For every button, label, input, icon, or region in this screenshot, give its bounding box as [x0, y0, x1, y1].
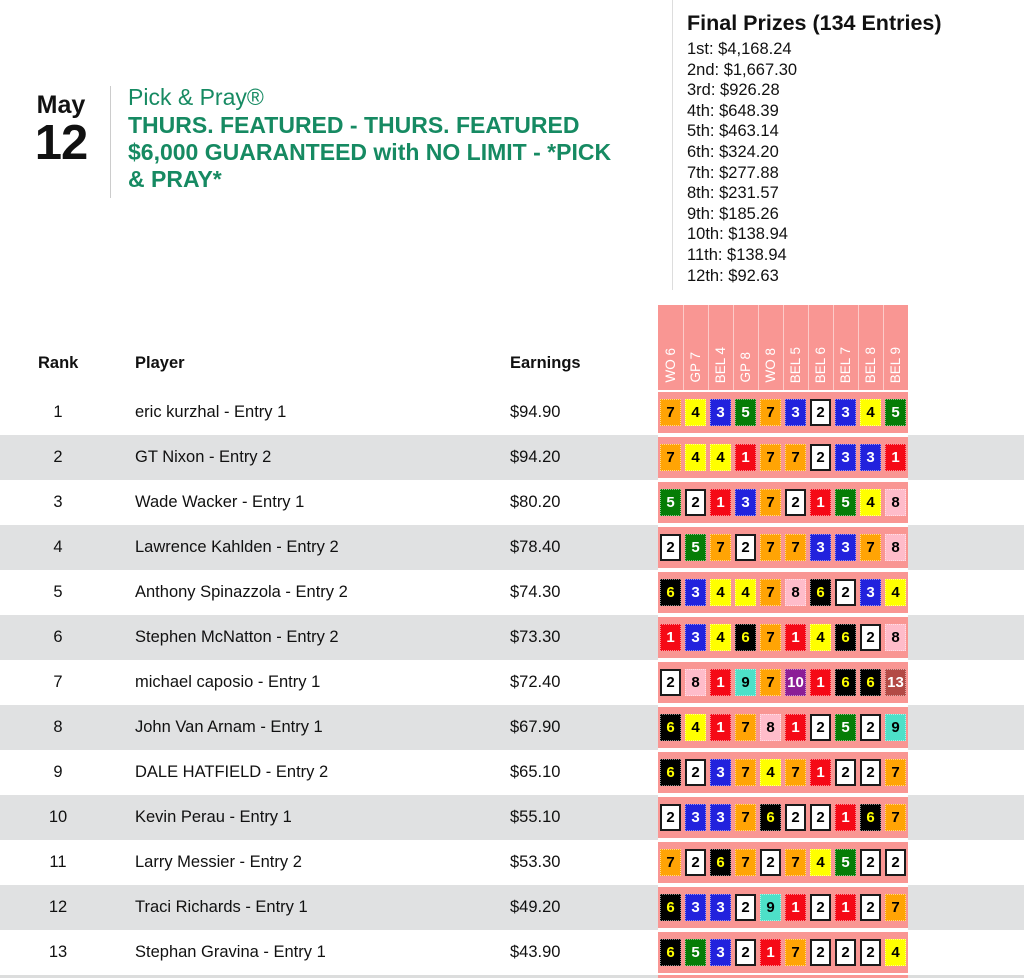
pick-cell: 7	[760, 399, 781, 426]
pick-cell: 2	[785, 804, 806, 831]
leaderboard-row	[0, 885, 1024, 930]
prize-item: 1st: $4,168.24	[687, 40, 792, 58]
pick-cell: 1	[785, 624, 806, 651]
picks-cell	[658, 930, 908, 975]
earnings-cell: $94.20	[510, 448, 561, 466]
rank-cell: 5	[53, 583, 63, 601]
pick-cell: 1	[835, 894, 856, 921]
prize-list	[687, 39, 1024, 286]
player-cell: Larry Messier - Entry 2	[135, 853, 302, 871]
rank-cell: 1	[53, 403, 63, 421]
pick-cell: 2	[810, 714, 831, 741]
player-cell: Lawrence Kahlden - Entry 2	[135, 538, 339, 556]
pick-cell: 2	[735, 894, 756, 921]
player-cell: michael caposio - Entry 1	[135, 673, 321, 691]
rank-cell: 7	[53, 673, 63, 691]
pick-cell: 1	[810, 489, 831, 516]
leaderboard-row	[0, 840, 1024, 885]
pick-cell: 4	[685, 444, 706, 471]
pick-cell: 2	[660, 534, 681, 561]
column-header-player: Player	[135, 354, 185, 372]
pick-cell: 3	[860, 444, 881, 471]
picks-cell	[658, 840, 908, 885]
track-column-header	[658, 305, 683, 390]
pick-cell: 6	[660, 759, 681, 786]
earnings-cell: $94.90	[510, 403, 561, 421]
pick-cell: 7	[735, 759, 756, 786]
pick-cell: 4	[710, 624, 731, 651]
pick-cell: 2	[810, 444, 831, 471]
event-date-day: 12	[34, 116, 88, 170]
pick-cell: 4	[710, 579, 731, 606]
event-subtitle: Pick & Pray®	[128, 84, 264, 110]
player-cell: Stephan Gravina - Entry 1	[135, 943, 326, 961]
pick-cell: 2	[685, 849, 706, 876]
leaderboard-row	[0, 705, 1024, 750]
player-cell: Stephen McNatton - Entry 2	[135, 628, 339, 646]
leaderboard-row	[0, 525, 1024, 570]
pick-cell: 7	[885, 804, 906, 831]
leaderboard-row	[0, 615, 1024, 660]
pick-cell: 1	[810, 759, 831, 786]
prize-item: 10th: $138.94	[687, 225, 788, 244]
pick-cell: 9	[760, 894, 781, 921]
pick-cell: 10	[785, 669, 806, 696]
prize-item: 9th: $185.26	[687, 204, 779, 223]
pick-cell: 4	[885, 579, 906, 606]
prize-item: 4th: $648.39	[687, 101, 779, 120]
leaderboard-column-headers	[0, 354, 658, 374]
pick-cell: 4	[810, 849, 831, 876]
earnings-cell: $53.30	[510, 853, 561, 871]
pick-cell: 1	[785, 714, 806, 741]
pick-cell: 4	[710, 444, 731, 471]
pick-cell: 2	[860, 894, 881, 921]
earnings-cell: $43.90	[510, 943, 561, 961]
leaderboard-row	[0, 750, 1024, 795]
pick-cell: 9	[885, 714, 906, 741]
pick-cell: 2	[735, 534, 756, 561]
pick-cell: 2	[760, 849, 781, 876]
pick-cell: 5	[835, 849, 856, 876]
pick-cell: 3	[860, 579, 881, 606]
track-column-header	[733, 305, 758, 390]
pick-cell: 6	[835, 669, 856, 696]
pick-cell: 13	[885, 669, 906, 696]
column-header-rank: Rank	[38, 354, 79, 372]
picks-cell	[658, 750, 908, 795]
prize-item: 3rd: $926.28	[687, 81, 780, 100]
pick-cell: 4	[810, 624, 831, 651]
event-title-line: $6,000 GUARANTEED with NO LIMIT - *PICK	[128, 139, 612, 165]
picks-cell	[658, 480, 908, 525]
prize-item: 2nd: $1,667.30	[687, 60, 798, 79]
pick-cell: 3	[710, 759, 731, 786]
picks-cell	[658, 525, 908, 570]
track-header	[658, 305, 908, 390]
track-label: BEL 6	[813, 346, 829, 383]
pick-cell: 1	[835, 804, 856, 831]
pick-cell: 7	[885, 759, 906, 786]
pick-cell: 3	[710, 399, 731, 426]
prize-item: 12th: $92.63	[687, 266, 779, 285]
column-header-earnings: Earnings	[510, 354, 581, 372]
pick-cell: 2	[860, 624, 881, 651]
pick-cell: 3	[685, 624, 706, 651]
pick-cell: 7	[660, 849, 681, 876]
pick-cell: 1	[760, 939, 781, 966]
pick-cell: 3	[810, 534, 831, 561]
pick-cell: 7	[785, 759, 806, 786]
track-column-header	[683, 305, 708, 390]
pick-cell: 1	[710, 714, 731, 741]
earnings-cell: $67.90	[510, 718, 561, 736]
pick-cell: 2	[810, 939, 831, 966]
rank-cell: 12	[48, 898, 68, 916]
pick-cell: 1	[710, 489, 731, 516]
pick-cell: 5	[885, 399, 906, 426]
pick-cell: 4	[685, 714, 706, 741]
rank-cell: 11	[49, 853, 67, 871]
pick-cell: 1	[710, 669, 731, 696]
player-cell: Wade Wacker - Entry 1	[135, 493, 305, 511]
pick-cell: 7	[660, 444, 681, 471]
leaderboard-row	[0, 435, 1024, 480]
prize-item: 7th: $277.88	[687, 163, 779, 182]
earnings-cell: $73.30	[510, 628, 561, 646]
player-cell: John Van Arnam - Entry 1	[135, 718, 323, 736]
leaderboard-row	[0, 930, 1024, 975]
track-label: BEL 8	[863, 346, 879, 383]
track-label: WO 6	[662, 348, 678, 383]
pick-cell: 2	[810, 804, 831, 831]
pick-cell: 5	[685, 939, 706, 966]
pick-cell: 7	[785, 444, 806, 471]
pick-cell: 7	[760, 624, 781, 651]
pick-cell: 8	[785, 579, 806, 606]
pick-cell: 1	[885, 444, 906, 471]
pick-cell: 4	[735, 579, 756, 606]
track-label: BEL 7	[838, 346, 854, 383]
event-title-line: & PRAY*	[128, 166, 222, 192]
pick-cell: 6	[860, 669, 881, 696]
pick-cell: 7	[760, 444, 781, 471]
pick-cell: 2	[660, 669, 681, 696]
pick-cell: 2	[735, 939, 756, 966]
pick-cell: 5	[835, 489, 856, 516]
pick-cell: 2	[860, 714, 881, 741]
pick-cell: 2	[835, 939, 856, 966]
earnings-cell: $72.40	[510, 673, 561, 691]
track-column-header	[708, 305, 733, 390]
pick-cell: 7	[885, 894, 906, 921]
track-label: GP 7	[688, 352, 704, 383]
pick-cell: 8	[760, 714, 781, 741]
pick-cell: 7	[735, 849, 756, 876]
prize-item: 11th: $138.94	[687, 245, 787, 264]
pick-cell: 7	[785, 534, 806, 561]
track-label: BEL 5	[788, 346, 804, 383]
pick-cell: 2	[860, 849, 881, 876]
leaderboard-row	[0, 570, 1024, 615]
final-prizes-panel	[672, 0, 1024, 290]
track-column-header	[833, 305, 858, 390]
pick-cell: 3	[785, 399, 806, 426]
pick-cell: 6	[835, 624, 856, 651]
track-label: BEL 9	[888, 346, 904, 383]
event-title-line: THURS. FEATURED - THURS. FEATURED	[128, 112, 580, 138]
track-column-header	[808, 305, 833, 390]
player-cell: eric kurzhal - Entry 1	[135, 403, 287, 421]
pick-cell: 3	[685, 579, 706, 606]
pick-cell: 2	[860, 759, 881, 786]
rank-cell: 13	[48, 943, 68, 961]
pick-cell: 2	[860, 939, 881, 966]
event-title-block	[128, 84, 693, 193]
pick-cell: 1	[785, 894, 806, 921]
rank-cell: 8	[53, 718, 63, 736]
pick-cell: 3	[835, 534, 856, 561]
pick-cell: 3	[735, 489, 756, 516]
pick-cell: 6	[660, 894, 681, 921]
event-title	[128, 112, 693, 193]
event-date-month: May	[36, 91, 86, 119]
pick-cell: 3	[835, 399, 856, 426]
pick-cell: 6	[660, 714, 681, 741]
pick-cell: 4	[885, 939, 906, 966]
pick-cell: 8	[885, 489, 906, 516]
earnings-cell: $55.10	[510, 808, 561, 826]
pick-cell: 2	[685, 489, 706, 516]
pick-cell: 8	[885, 534, 906, 561]
leaderboard-row	[0, 795, 1024, 840]
pick-cell: 3	[685, 804, 706, 831]
earnings-cell: $78.40	[510, 538, 561, 556]
pick-cell: 6	[810, 579, 831, 606]
player-cell: Anthony Spinazzola - Entry 2	[135, 583, 348, 601]
picks-cell	[658, 885, 908, 930]
pick-cell: 2	[885, 849, 906, 876]
rank-cell: 6	[53, 628, 63, 646]
pick-cell: 2	[835, 759, 856, 786]
pick-cell: 7	[735, 804, 756, 831]
pick-cell: 5	[660, 489, 681, 516]
pick-cell: 7	[785, 939, 806, 966]
pick-cell: 3	[835, 444, 856, 471]
prize-item: 6th: $324.20	[687, 142, 779, 161]
track-label: BEL 4	[713, 346, 729, 383]
prize-item: 5th: $463.14	[687, 122, 779, 141]
rank-cell: 3	[53, 493, 63, 511]
pick-cell: 1	[735, 444, 756, 471]
event-date	[28, 92, 94, 168]
pick-cell: 8	[885, 624, 906, 651]
pick-cell: 2	[685, 759, 706, 786]
picks-cell	[658, 390, 908, 435]
pick-cell: 6	[760, 804, 781, 831]
earnings-cell: $80.20	[510, 493, 561, 511]
pick-cell: 7	[735, 714, 756, 741]
pick-cell: 3	[710, 894, 731, 921]
rank-cell: 10	[48, 808, 68, 826]
picks-cell	[658, 795, 908, 840]
pick-cell: 7	[660, 399, 681, 426]
rank-cell: 2	[53, 448, 63, 466]
pick-cell: 6	[660, 939, 681, 966]
track-label: GP 8	[738, 352, 754, 383]
pick-cell: 1	[810, 669, 831, 696]
pick-cell: 1	[660, 624, 681, 651]
pick-cell: 9	[735, 669, 756, 696]
pick-cell: 2	[835, 579, 856, 606]
picks-cell	[658, 570, 908, 615]
pick-cell: 7	[760, 669, 781, 696]
pick-cell: 5	[735, 399, 756, 426]
picks-cell	[658, 435, 908, 480]
pick-cell: 2	[810, 894, 831, 921]
pick-cell: 7	[860, 534, 881, 561]
picks-cell	[658, 705, 908, 750]
pick-cell: 6	[660, 579, 681, 606]
track-label: WO 8	[763, 348, 779, 383]
pick-cell: 2	[810, 399, 831, 426]
pick-cell: 7	[760, 579, 781, 606]
leaderboard-row	[0, 660, 1024, 705]
pick-cell: 6	[860, 804, 881, 831]
track-column-header	[758, 305, 783, 390]
track-column-header	[783, 305, 808, 390]
leaderboard-row	[0, 390, 1024, 435]
pick-cell: 2	[785, 489, 806, 516]
final-prizes-title: Final Prizes (134 Entries)	[687, 11, 942, 35]
track-column-header	[883, 305, 908, 390]
pick-cell: 3	[685, 894, 706, 921]
pick-cell: 3	[710, 939, 731, 966]
pick-cell: 6	[710, 849, 731, 876]
earnings-cell: $65.10	[510, 763, 561, 781]
picks-cell	[658, 615, 908, 660]
pick-cell: 7	[710, 534, 731, 561]
player-cell: Traci Richards - Entry 1	[135, 898, 308, 916]
leaderboard-row	[0, 480, 1024, 525]
pick-cell: 8	[685, 669, 706, 696]
pick-cell: 7	[785, 849, 806, 876]
pick-cell: 4	[860, 489, 881, 516]
leaderboard-body	[0, 390, 1024, 975]
prize-item: 8th: $231.57	[687, 184, 779, 203]
earnings-cell: $49.20	[510, 898, 561, 916]
pick-cell: 2	[660, 804, 681, 831]
picks-cell	[658, 660, 908, 705]
pick-cell: 3	[710, 804, 731, 831]
player-cell: GT Nixon - Entry 2	[135, 448, 272, 466]
pick-cell: 7	[760, 534, 781, 561]
earnings-cell: $74.30	[510, 583, 561, 601]
pick-cell: 5	[835, 714, 856, 741]
pick-cell: 4	[760, 759, 781, 786]
track-column-header	[858, 305, 883, 390]
rank-cell: 4	[53, 538, 63, 556]
pick-cell: 4	[860, 399, 881, 426]
pick-cell: 5	[685, 534, 706, 561]
pick-cell: 7	[760, 489, 781, 516]
pick-cell: 4	[685, 399, 706, 426]
rank-cell: 9	[53, 763, 63, 781]
player-cell: Kevin Perau - Entry 1	[135, 808, 292, 826]
header-divider	[110, 86, 111, 198]
pick-cell: 6	[735, 624, 756, 651]
player-cell: DALE HATFIELD - Entry 2	[135, 763, 329, 781]
